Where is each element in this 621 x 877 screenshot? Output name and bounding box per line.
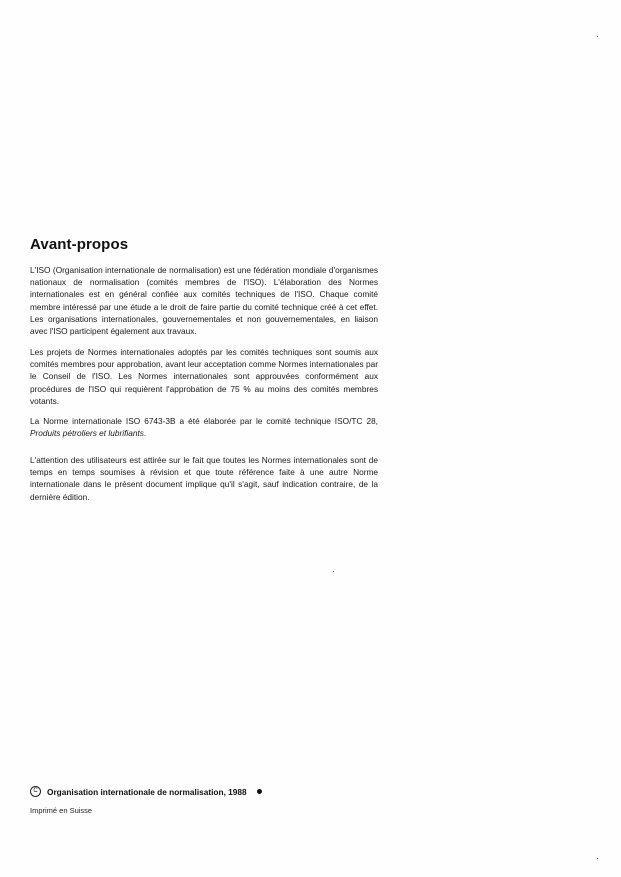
foreword-paragraph-committee	[30, 415, 378, 439]
foreword-paragraph-approval: Les projets de Normes internationales adoptés par les comités techniques sont soumis aux comités membres pour approbation, avant leur acceptation comme Normes internationales par le Conseil de l'ISO. Les Normes internationales sont approuvées conformément aux procédures de l'ISO qui requièrent l'approbation de 75 % au moins des comités membres votants.	[30, 347, 378, 406]
committee-text: La Norme internationale ISO 6743-3B a été élaborée par le comité technique ISO/TC 28,	[30, 416, 378, 426]
copyright-text: Organisation internationale de normalisation, 1988	[47, 786, 247, 797]
copyright-icon: C	[30, 786, 41, 797]
scan-speck	[597, 36, 598, 37]
foreword-paragraph-iso: L'ISO (Organisation internationale de normalisation) est une fédération mondiale d'organismes nationaux de normalisation (comités membres de l'ISO). L'élaboration des Normes internationales est en général confiée aux comités techniques de l'ISO. Chaque comité membre intéressé par une étude a le droit de faire partie du comité technique créé à cet effet. Les organisations internationales, gouvernementales et non gouvernementales, en liaison avec l'ISO participent également aux travaux.	[30, 265, 378, 337]
page-title: Avant-propos	[30, 236, 129, 253]
bullet-icon	[257, 789, 262, 794]
printed-in-note: Imprimé en Suisse	[30, 806, 93, 815]
scan-speck	[333, 571, 334, 572]
committee-name: Produits pétroliers et lubrifiants	[30, 428, 144, 439]
copyright-line	[30, 786, 262, 797]
foreword-paragraph-revision: L'attention des utilisateurs est attirée sur le fait que toutes les Normes internationales sont de temps en temps soumises à révision et que toute référence faite à une autre Norme internationale dans le présent document implique qu'il s'agit, sauf indication contraire, de la dernière édition.	[30, 455, 378, 502]
committee-text-end: .	[143, 428, 147, 439]
scan-speck	[597, 858, 598, 859]
